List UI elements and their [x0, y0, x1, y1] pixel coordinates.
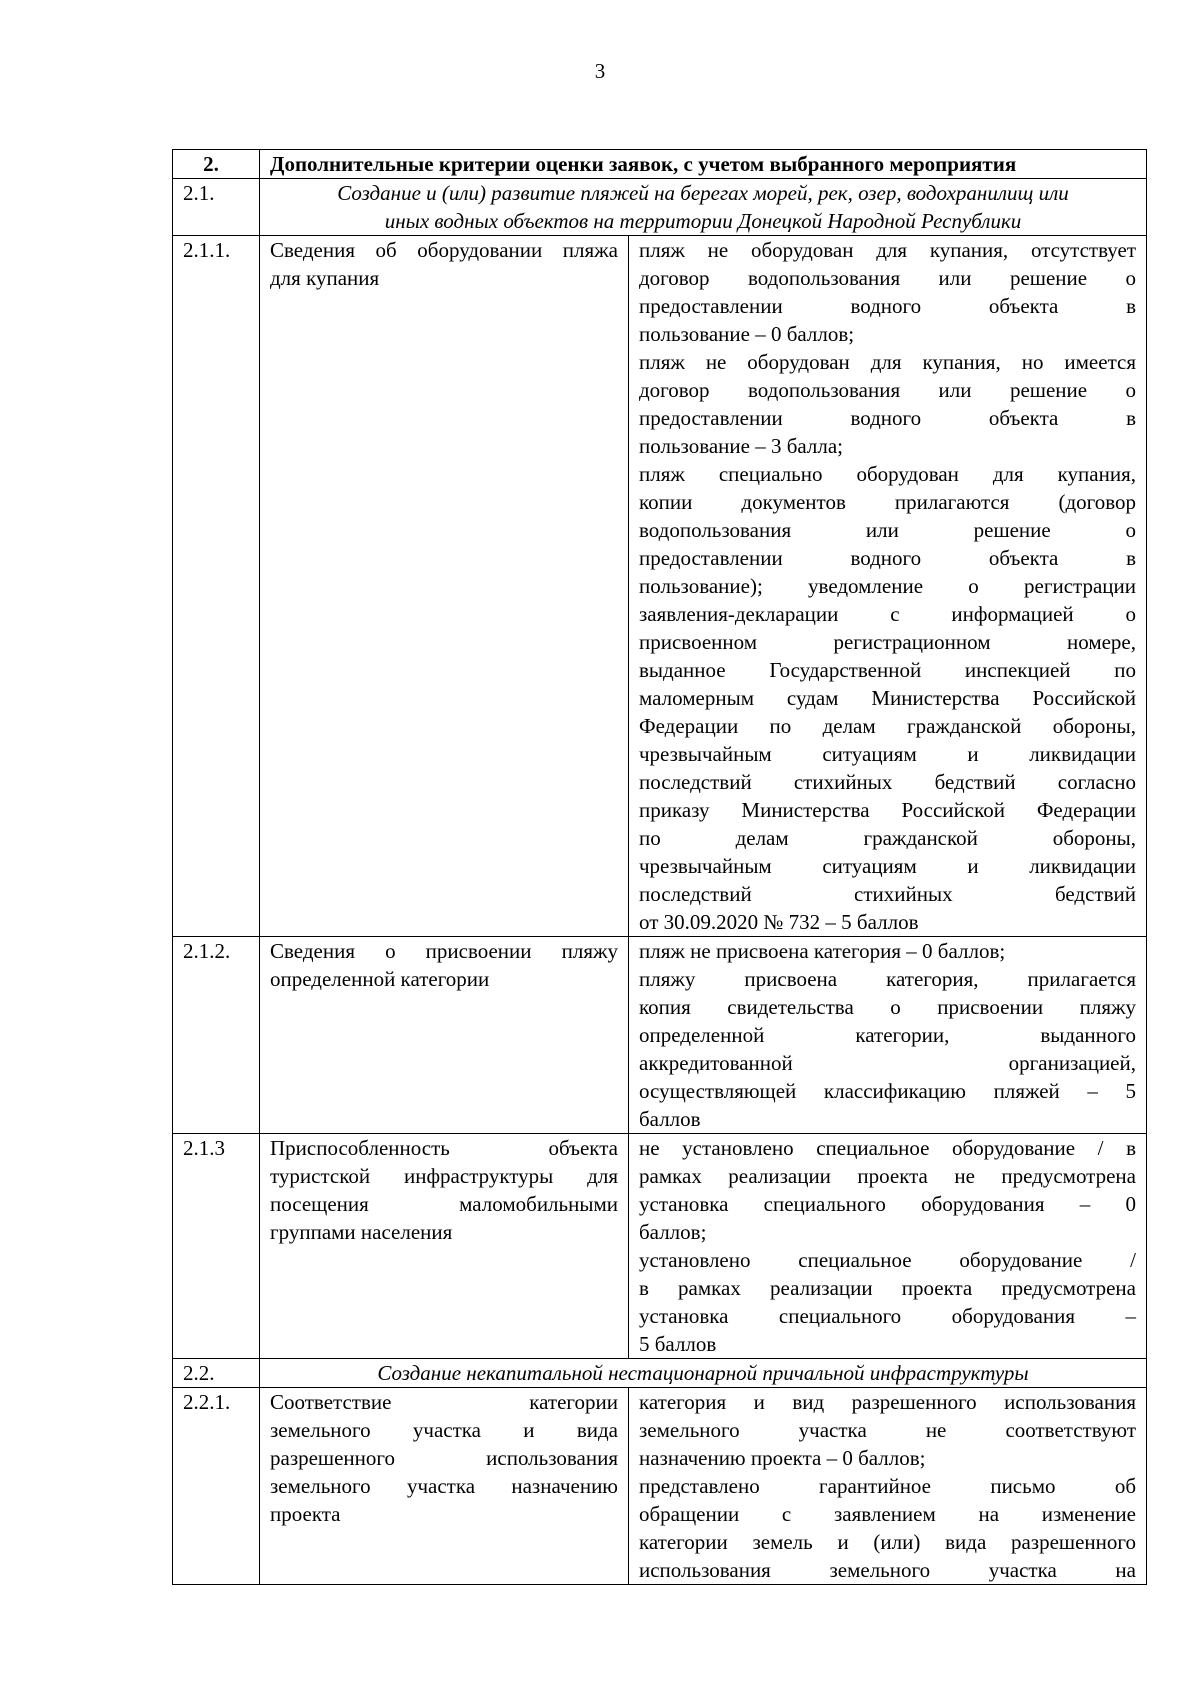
text-line: в рамках реализации проекта предусмотрена: [639, 1276, 1136, 1300]
criterion-number: 2.1.3: [173, 1134, 260, 1359]
text-line: обращении с заявлением на изменение: [639, 1502, 1136, 1526]
text-line: Сведения о присвоении пляжу: [270, 939, 618, 963]
text-line: Сведения об оборудовании пляжа: [270, 238, 618, 262]
text-line: установлено специальное оборудование /: [639, 1248, 1136, 1272]
text-line: Приспособленность объекта: [270, 1136, 618, 1160]
text-line: баллов: [639, 1107, 701, 1131]
text-line: установка специального оборудования –: [639, 1304, 1136, 1328]
criterion-name: [260, 236, 629, 937]
text-line: 5 баллов: [639, 1332, 717, 1356]
page-number: 3: [594, 59, 606, 83]
text-line: определенной категории: [270, 967, 490, 991]
table-row: [173, 1134, 1147, 1359]
text-line: предоставлении водного объекта в: [639, 546, 1136, 570]
text-line: пляж специально оборудован для купания,: [639, 462, 1136, 486]
score-paragraph: [639, 1388, 1136, 1472]
criterion-number: 2.1.2.: [173, 937, 260, 1134]
section-title-line: иных водных объектов на территории Донецкой Народной Республики: [384, 209, 1022, 233]
text-line: разрешенного использования: [270, 1446, 618, 1470]
score-paragraph: [639, 965, 1136, 1133]
criterion-scores: [629, 1134, 1147, 1359]
text-line: земельного участка не соответствуют: [639, 1418, 1136, 1442]
text-line: категории земель и (или) вида разрешенного: [639, 1530, 1136, 1554]
section-row-2-2: [173, 1359, 1147, 1388]
text-line: предоставлении водного объекта в: [639, 406, 1136, 430]
section-title: Создание некапитальной нестационарной причальной инфраструктуры: [260, 1359, 1147, 1388]
text-line: назначению проекта – 0 баллов;: [639, 1446, 926, 1470]
text-line: группами населения: [270, 1220, 453, 1244]
text-line: приказу Министерства Российской Федерации: [639, 798, 1136, 822]
criterion-scores: [629, 236, 1147, 937]
table-header-row: [173, 150, 1147, 179]
table-row: [173, 236, 1147, 937]
text-line: копии документов прилагаются (договор: [639, 490, 1136, 514]
text-line: проекта: [270, 1502, 341, 1526]
table-row: [173, 937, 1147, 1134]
text-line: пляж не присвоена категория – 0 баллов;: [639, 939, 1006, 963]
text-line: осуществляющей классификацию пляжей – 5: [639, 1079, 1136, 1103]
text-line: договор водопользования или решение о: [639, 266, 1136, 290]
text-line: маломерным судам Министерства Российской: [639, 686, 1136, 710]
text-line: чрезвычайным ситуациям и ликвидации: [639, 854, 1136, 878]
text-line: для купания: [270, 266, 380, 290]
score-paragraph: [639, 1246, 1136, 1358]
score-paragraph: [639, 236, 1136, 348]
section-row-2-1: [173, 179, 1147, 236]
section-title: [260, 179, 1147, 236]
table-row: [173, 1388, 1147, 1585]
text-line: предоставлении водного объекта в: [639, 294, 1136, 318]
text-line: договор водопользования или решение о: [639, 378, 1136, 402]
text-line: пляж не оборудован для купания, но имеется: [639, 350, 1136, 374]
text-line: категория и вид разрешенного использования: [639, 1390, 1136, 1414]
criterion-name: [260, 1388, 629, 1585]
text-line: пляж не оборудован для купания, отсутствует: [639, 238, 1136, 262]
text-line: земельного участка назначению: [270, 1474, 618, 1498]
text-line: пользование – 3 балла;: [639, 434, 844, 458]
text-line: пользование – 0 баллов;: [639, 322, 855, 346]
criterion-name: [260, 937, 629, 1134]
text-line: последствий стихийных бедствий: [639, 882, 1136, 906]
criterion-name: [260, 1134, 629, 1359]
text-line: посещения маломобильными: [270, 1192, 618, 1216]
text-line: не установлено специальное оборудование / в: [639, 1136, 1136, 1160]
section-title-line: Создание и (или) развитие пляжей на берегах морей, рек, озер, водохранилищ или: [337, 181, 1069, 205]
text-line: пользование); уведомление о регистрации: [639, 574, 1136, 598]
header-number: 2.: [173, 150, 260, 179]
text-line: туристской инфраструктуры для: [270, 1164, 618, 1188]
score-paragraph: [639, 460, 1136, 936]
score-paragraph: [639, 937, 1136, 965]
text-line: заявления-декларации с информацией о: [639, 602, 1136, 626]
section-number: 2.1.: [173, 179, 260, 236]
criteria-table: [172, 149, 1147, 1585]
score-paragraph: [639, 348, 1136, 460]
header-title: Дополнительные критерии оценки заявок, с учетом выбранного мероприятия: [260, 150, 1147, 179]
text-line: присвоенном регистрационном номере,: [639, 630, 1136, 654]
criterion-scores: [629, 937, 1147, 1134]
score-paragraph: [639, 1134, 1136, 1246]
text-line: рамках реализации проекта не предусмотрена: [639, 1164, 1136, 1188]
criterion-number: 2.1.1.: [173, 236, 260, 937]
text-line: по делам гражданской обороны,: [639, 826, 1136, 850]
text-line: чрезвычайным ситуациям и ликвидации: [639, 742, 1136, 766]
text-line: определенной категории, выданного: [639, 1023, 1136, 1047]
text-line: от 30.09.2020 № 732 – 5 баллов: [639, 910, 919, 934]
text-line: выданное Государственной инспекцией по: [639, 658, 1136, 682]
score-paragraph: [639, 1472, 1136, 1584]
text-line: Соответствие категории: [270, 1390, 618, 1414]
text-line: земельного участка и вида: [270, 1418, 618, 1442]
text-line: водопользования или решение о: [639, 518, 1136, 542]
criterion-number: 2.2.1.: [173, 1388, 260, 1585]
criterion-scores: [629, 1388, 1147, 1585]
text-line: установка специального оборудования – 0: [639, 1192, 1136, 1216]
text-line: использования земельного участка на: [639, 1558, 1136, 1582]
text-line: пляжу присвоена категория, прилагается: [639, 967, 1136, 991]
text-line: представлено гарантийное письмо об: [639, 1474, 1136, 1498]
text-line: Федерации по делам гражданской обороны,: [639, 714, 1136, 738]
text-line: последствий стихийных бедствий согласно: [639, 770, 1136, 794]
text-line: аккредитованной организацией,: [639, 1051, 1136, 1075]
text-line: копия свидетельства о присвоении пляжу: [639, 995, 1136, 1019]
text-line: баллов;: [639, 1220, 707, 1244]
section-number: 2.2.: [173, 1359, 260, 1388]
